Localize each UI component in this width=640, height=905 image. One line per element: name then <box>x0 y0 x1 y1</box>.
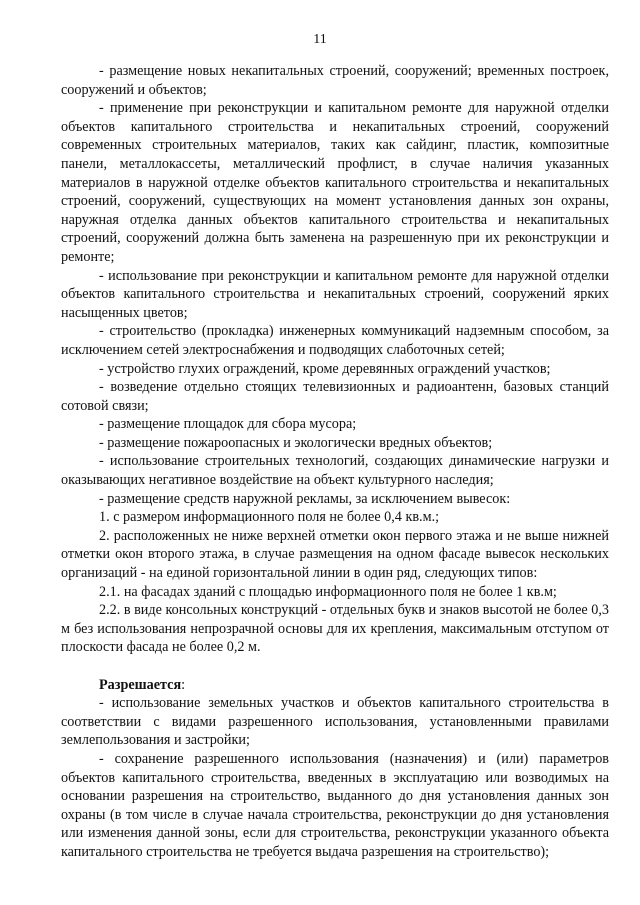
paragraph: - применение при реконструкции и капитальном ремонте для наружной отделки объектов капитального строительства и некапитальных строений, сооружений современных строительных материалов, таких как сайдинг, пластик, композитные панели, металлокассеты, металлический профлист, в случае наличия указанных материалов в наружной отделке объектов капитального строительства и некапитальных строений, сооружений, существующих на момент установления данных зон охраны, наружная отделка данных объектов капитального строительства и некапитальных строений, сооружений должна быть заменена на разрешенную при их реконструкции и ремонте; <box>61 100 609 265</box>
section-spacer <box>61 657 609 676</box>
list-item: 2.1. на фасадах зданий с площадью информационного поля не более 1 кв.м; <box>99 583 557 600</box>
list-item: 2.2. в виде консольных конструкций - отдельных букв и знаков высотой не более 0,3 м без использования непрозрачной основы для их крепления, максимальным отступом от плоскости фасада не более 0,2 м. <box>61 602 609 656</box>
paragraph: - размещение средств наружной рекламы, за исключением вывесок: <box>99 490 511 507</box>
section-heading-colon: : <box>181 676 186 693</box>
list-item: 2. расположенных не ниже верхней отметки окон первого этажа и не выше нижней отметки окон второго этажа, в случае размещения на одном фасаде вывесок нескольких организаций - на единой горизонтальной линии в один ряд, следующих типов: <box>61 527 609 582</box>
section-heading <box>61 676 609 695</box>
list-item: 1. с размером информационного поля не более 0,4 кв.м.; <box>99 509 440 526</box>
paragraph: - использование строительных технологий, создающих динамические нагрузки и оказывающих негативное воздействие на объект культурного наследия; <box>61 453 609 489</box>
page-number: 11 <box>313 32 327 47</box>
document-body <box>61 62 609 862</box>
paragraph: - использование при реконструкции и капитальном ремонте для наружной отделки объектов капитального строительства и некапитальных строений, сооружений ярких насыщенных цветов; <box>61 267 609 321</box>
paragraph: - размещение новых некапитальных строений, сооружений; временных построек, сооружений и объектов; <box>61 63 609 98</box>
paragraph: - возведение отдельно стоящих телевизионных и радиоантенн, базовых станций сотовой связи; <box>61 379 609 414</box>
paragraph: - размещение пожароопасных и экологически вредных объектов; <box>99 434 493 451</box>
paragraph: - использование земельных участков и объектов капитального строительства в соответствии с видами разрешенного использования, установленными правилами землепользования и застройки; <box>61 695 609 749</box>
section-heading-text: Разрешается <box>99 676 182 693</box>
paragraph: - строительство (прокладка) инженерных коммуникаций надземным способом, за исключением сетей электроснабжения и подводящих слаботочных сетей; <box>61 323 609 358</box>
paragraph: - устройство глухих ограждений, кроме деревянных ограждений участков; <box>99 360 551 377</box>
paragraph: - сохранение разрешенного использования (назначения) и (или) параметров объектов капитального строительства, введенных в эксплуатацию или возводимых на основании разрешения на строительство, выданного до дня установления данных зон охраны (в том числе в случае начала строительства, реконструкции до дня установления или изменения данной зоны, если для строительства, реконструкции указанного объекта капитального строительства не требуется выдача разрешения на строительство); <box>61 750 609 860</box>
paragraph: - размещение площадок для сбора мусора; <box>99 416 357 433</box>
